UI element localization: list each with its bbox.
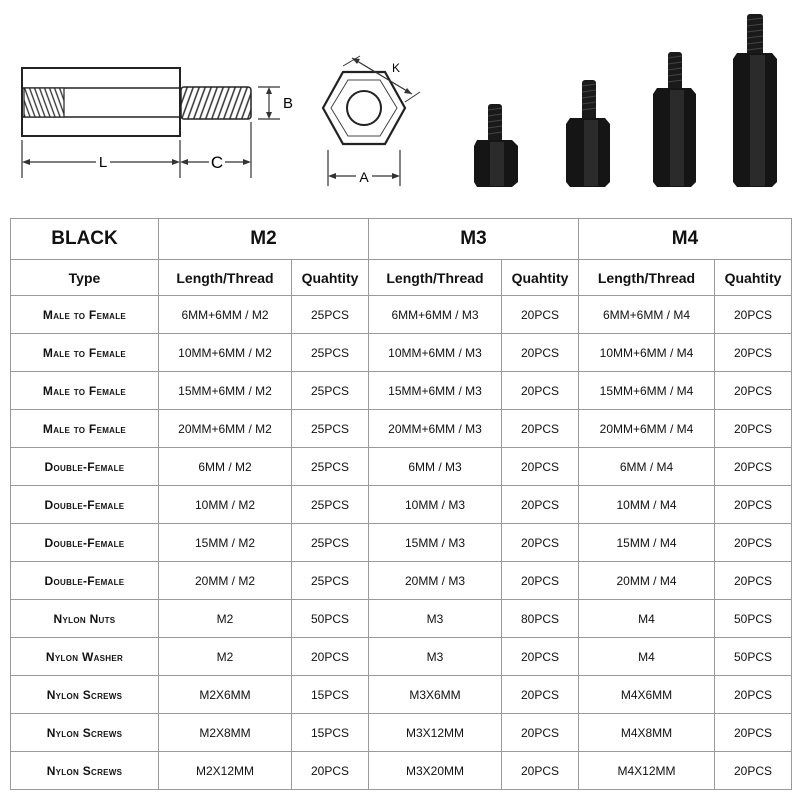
label-c: C bbox=[210, 153, 224, 172]
table-row bbox=[11, 296, 792, 334]
type-header: Type bbox=[11, 260, 159, 296]
type-cell: Nylon Washer bbox=[11, 638, 159, 676]
table-cell: M4X8MM bbox=[579, 714, 715, 752]
standoff-side-view bbox=[22, 68, 251, 136]
type-cell: Nylon Screws bbox=[11, 676, 159, 714]
table-cell: M4 bbox=[579, 600, 715, 638]
table-cell: 20MM+6MM / M3 bbox=[369, 410, 502, 448]
table-cell: 20PCS bbox=[292, 638, 369, 676]
length-header: Length/Thread bbox=[579, 260, 715, 296]
table-cell: 20PCS bbox=[715, 486, 792, 524]
table-cell: 20PCS bbox=[502, 296, 579, 334]
table-cell: 20MM+6MM / M4 bbox=[579, 410, 715, 448]
table-cell: 15MM / M4 bbox=[579, 524, 715, 562]
table-cell: 6MM / M2 bbox=[159, 448, 292, 486]
qty-header: Quahtity bbox=[715, 260, 792, 296]
table-cell: 20PCS bbox=[502, 334, 579, 372]
table-cell: M4X12MM bbox=[579, 752, 715, 790]
table-cell: 20PCS bbox=[502, 486, 579, 524]
table-cell: 20PCS bbox=[502, 562, 579, 600]
table-cell: M4 bbox=[579, 638, 715, 676]
table-cell: 20PCS bbox=[502, 524, 579, 562]
table-cell: 20PCS bbox=[715, 524, 792, 562]
table-cell: M2X6MM bbox=[159, 676, 292, 714]
qty-header: Quahtity bbox=[292, 260, 369, 296]
table-cell: 20PCS bbox=[502, 410, 579, 448]
table-cell: 20PCS bbox=[715, 752, 792, 790]
table-cell: 20PCS bbox=[715, 410, 792, 448]
table-cell: M3X6MM bbox=[369, 676, 502, 714]
table-cell: 20MM / M4 bbox=[579, 562, 715, 600]
table-cell: M3 bbox=[369, 600, 502, 638]
table-cell: 50PCS bbox=[715, 638, 792, 676]
table-cell: 25PCS bbox=[292, 448, 369, 486]
label-a: A bbox=[359, 169, 369, 185]
table-row bbox=[11, 486, 792, 524]
table-cell: 6MM / M3 bbox=[369, 448, 502, 486]
table-cell: 20PCS bbox=[502, 638, 579, 676]
length-header: Length/Thread bbox=[159, 260, 292, 296]
table-cell: 10MM / M3 bbox=[369, 486, 502, 524]
table-cell: 25PCS bbox=[292, 562, 369, 600]
spec-table-container bbox=[10, 218, 791, 790]
standoff-diagram bbox=[0, 0, 800, 210]
label-l: L bbox=[98, 154, 108, 171]
label-b: B bbox=[283, 95, 294, 112]
type-cell: Male to Female bbox=[11, 410, 159, 448]
table-cell: 20PCS bbox=[292, 752, 369, 790]
table-cell: M2 bbox=[159, 600, 292, 638]
table-cell: M3 bbox=[369, 638, 502, 676]
table-row bbox=[11, 334, 792, 372]
table-cell: M2X12MM bbox=[159, 752, 292, 790]
group-m4: M4 bbox=[579, 219, 792, 260]
qty-header: Quahtity bbox=[502, 260, 579, 296]
table-cell: 10MM+6MM / M2 bbox=[159, 334, 292, 372]
table-row bbox=[11, 562, 792, 600]
table-cell: 80PCS bbox=[502, 600, 579, 638]
group-m2: M2 bbox=[159, 219, 369, 260]
table-cell: 15MM / M3 bbox=[369, 524, 502, 562]
table-row bbox=[11, 372, 792, 410]
table-row bbox=[11, 752, 792, 790]
group-header-row bbox=[11, 219, 792, 260]
standoff-medium bbox=[566, 80, 610, 187]
table-row bbox=[11, 448, 792, 486]
table-cell: 6MM+6MM / M2 bbox=[159, 296, 292, 334]
table-cell: 6MM+6MM / M3 bbox=[369, 296, 502, 334]
spec-table bbox=[10, 218, 792, 790]
table-cell: 25PCS bbox=[292, 524, 369, 562]
standoff-photos bbox=[474, 14, 777, 187]
column-header-row bbox=[11, 260, 792, 296]
table-cell: 20PCS bbox=[502, 372, 579, 410]
table-cell: 25PCS bbox=[292, 296, 369, 334]
table-cell: 20PCS bbox=[502, 448, 579, 486]
table-cell: 25PCS bbox=[292, 334, 369, 372]
type-cell: Double-Female bbox=[11, 524, 159, 562]
type-cell: Nylon Screws bbox=[11, 752, 159, 790]
standoff-small bbox=[474, 104, 518, 187]
type-cell: Double-Female bbox=[11, 448, 159, 486]
standoff-extra-large bbox=[733, 14, 777, 187]
table-cell: 20PCS bbox=[715, 562, 792, 600]
table-cell: 10MM+6MM / M3 bbox=[369, 334, 502, 372]
label-k: K bbox=[392, 61, 401, 75]
table-cell: 20PCS bbox=[715, 372, 792, 410]
table-cell: 20MM / M3 bbox=[369, 562, 502, 600]
table-cell: 15MM+6MM / M2 bbox=[159, 372, 292, 410]
table-cell: M3X20MM bbox=[369, 752, 502, 790]
type-cell: Nylon Nuts bbox=[11, 600, 159, 638]
dimension-l bbox=[22, 140, 180, 178]
table-cell: 50PCS bbox=[292, 600, 369, 638]
table-cell: 20MM / M2 bbox=[159, 562, 292, 600]
table-cell: M2 bbox=[159, 638, 292, 676]
table-cell: 25PCS bbox=[292, 486, 369, 524]
type-cell: Male to Female bbox=[11, 296, 159, 334]
type-cell: Male to Female bbox=[11, 372, 159, 410]
table-cell: 20PCS bbox=[715, 714, 792, 752]
dimension-b bbox=[258, 87, 293, 119]
table-cell: M2X8MM bbox=[159, 714, 292, 752]
type-cell: Double-Female bbox=[11, 486, 159, 524]
table-cell: 20PCS bbox=[715, 676, 792, 714]
table-cell: 10MM / M4 bbox=[579, 486, 715, 524]
type-cell: Male to Female bbox=[11, 334, 159, 372]
table-row bbox=[11, 638, 792, 676]
table-cell: 15PCS bbox=[292, 714, 369, 752]
dimension-c bbox=[180, 122, 251, 178]
corner-label: BLACK bbox=[11, 219, 159, 260]
table-cell: 6MM+6MM / M4 bbox=[579, 296, 715, 334]
table-cell: 20PCS bbox=[715, 296, 792, 334]
table-cell: 15MM / M2 bbox=[159, 524, 292, 562]
table-cell: 25PCS bbox=[292, 372, 369, 410]
table-cell: M3X12MM bbox=[369, 714, 502, 752]
table-row bbox=[11, 676, 792, 714]
type-cell: Double-Female bbox=[11, 562, 159, 600]
table-row bbox=[11, 524, 792, 562]
group-m3: M3 bbox=[369, 219, 579, 260]
table-cell: 25PCS bbox=[292, 410, 369, 448]
table-cell: 15PCS bbox=[292, 676, 369, 714]
table-cell: 6MM / M4 bbox=[579, 448, 715, 486]
table-cell: 20PCS bbox=[715, 448, 792, 486]
standoff-large bbox=[653, 52, 696, 187]
table-cell: 20PCS bbox=[715, 334, 792, 372]
table-cell: 20PCS bbox=[502, 676, 579, 714]
type-cell: Nylon Screws bbox=[11, 714, 159, 752]
table-cell: 15MM+6MM / M3 bbox=[369, 372, 502, 410]
table-cell: 15MM+6MM / M4 bbox=[579, 372, 715, 410]
table-cell: 20MM+6MM / M2 bbox=[159, 410, 292, 448]
table-cell: 10MM / M2 bbox=[159, 486, 292, 524]
table-cell: 50PCS bbox=[715, 600, 792, 638]
table-row bbox=[11, 600, 792, 638]
table-cell: 20PCS bbox=[502, 714, 579, 752]
hex-end-view bbox=[323, 56, 420, 186]
length-header: Length/Thread bbox=[369, 260, 502, 296]
table-row bbox=[11, 714, 792, 752]
table-cell: 20PCS bbox=[502, 752, 579, 790]
table-row bbox=[11, 410, 792, 448]
table-cell: M4X6MM bbox=[579, 676, 715, 714]
table-cell: 10MM+6MM / M4 bbox=[579, 334, 715, 372]
